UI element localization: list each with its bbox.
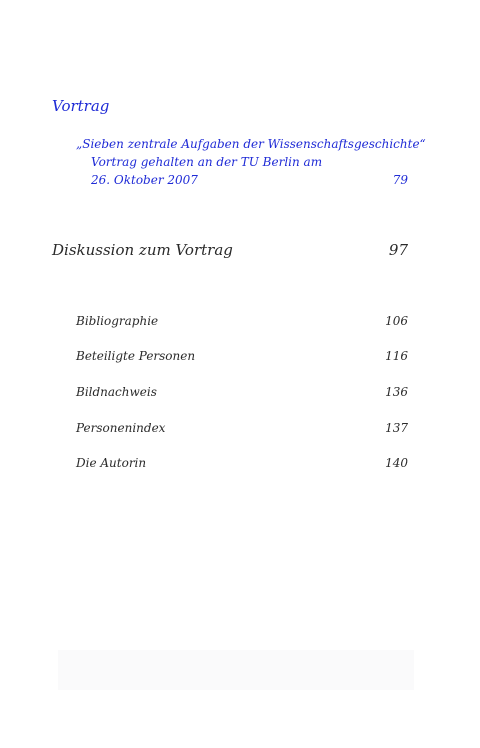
footer-band xyxy=(58,650,414,690)
toc-entry-lecture-subtitle[interactable]: Vortrag gehalten an der TU Berlin am xyxy=(91,155,323,169)
toc-row-bibliographie xyxy=(0,314,480,332)
toc-label: Die Autorin xyxy=(76,456,147,470)
toc-row-die-autorin xyxy=(0,456,480,474)
toc-label: Beteiligte Personen xyxy=(76,349,196,363)
section-heading-diskussion: Diskussion zum Vortrag xyxy=(52,241,233,259)
toc-label: Bildnachweis xyxy=(76,385,157,399)
toc-entry-lecture-date[interactable]: 26. Oktober 2007 xyxy=(91,173,198,187)
toc-label: Personenindex xyxy=(76,421,166,435)
toc-page-number: 136 xyxy=(385,385,408,399)
toc-row-personenindex xyxy=(0,421,480,439)
toc-label: Bibliographie xyxy=(76,314,159,328)
toc-entry-lecture-title[interactable]: „Sieben zentrale Aufgaben der Wissenschaftsgeschichte“ xyxy=(76,137,426,151)
section-heading-vortrag[interactable]: Vortrag xyxy=(52,97,110,115)
toc-page-number: 106 xyxy=(385,314,408,328)
toc-row-bildnachweis xyxy=(0,385,480,403)
toc-page-number: 140 xyxy=(385,456,408,470)
section-diskussion-page: 97 xyxy=(388,241,408,259)
toc-page-number: 116 xyxy=(385,349,408,363)
toc-entry-lecture-page[interactable]: 79 xyxy=(392,173,408,187)
toc-row-beteiligte-personen xyxy=(0,349,480,367)
toc-page-number: 137 xyxy=(385,421,408,435)
